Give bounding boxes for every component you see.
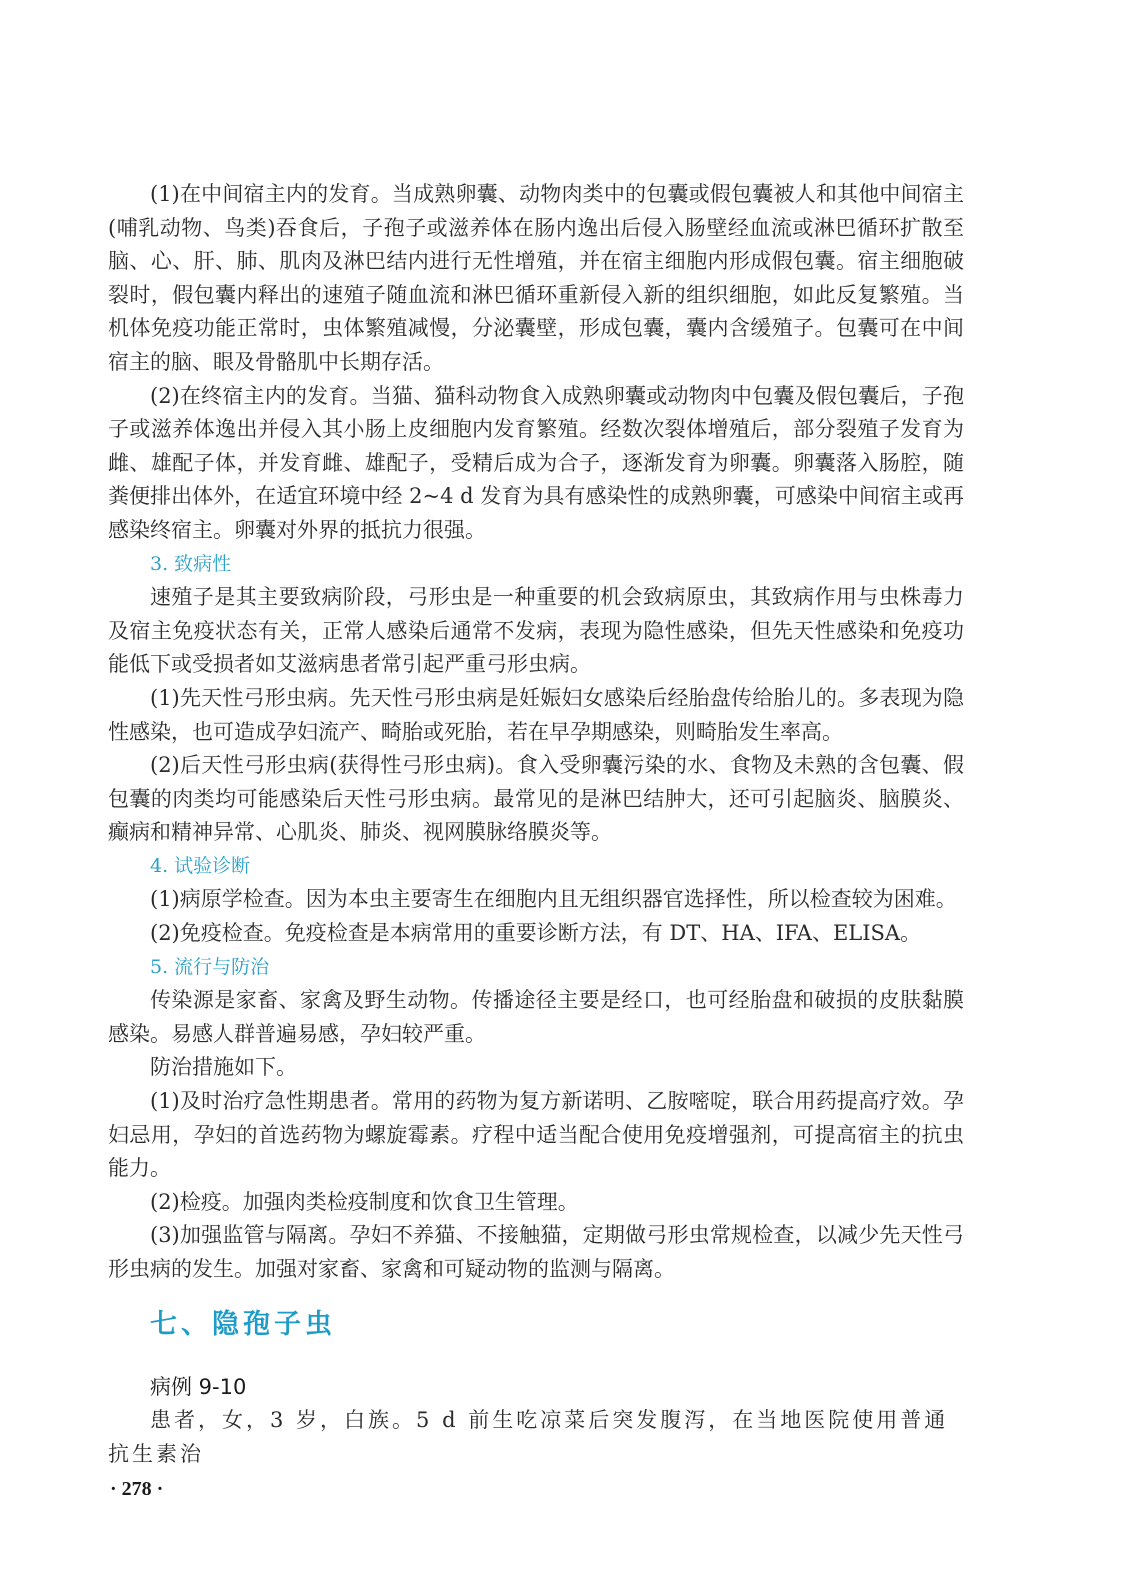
paragraph: 速殖子是其主要致病阶段，弓形虫是一种重要的机会致病原虫，其致病作用与虫株毒力及宿主免疫状态有关，正常人感染后通常不发病，表现为隐性感染，但先天性感染和免疫功能低下或受损者如艾滋病患者常引起严重弓形虫病。 [108, 585, 964, 677]
paragraph: (1)及时治疗急性期患者。常用的药物为复方新诺明、乙胺嘧啶，联合用药提高疗效。孕妇忌用，孕妇的首选药物为螺旋霉素。疗程中适当配合使用免疫增强剂，可提高宿主的抗虫能力。 [108, 1089, 964, 1181]
subheading-epidemiology: 5. 流行与防治 [150, 955, 270, 978]
page-number: · 278 · [110, 1478, 164, 1500]
paragraph: (1)先天性弓形虫病。先天性弓形虫病是妊娠妇女感染后经胎盘传给胎儿的。多表现为隐性感染，也可造成孕妇流产、畸胎或死胎，若在早孕期感染，则畸胎发生率高。 [108, 685, 964, 744]
paragraph: 传染源是家畜、家禽及野生动物。传播途径主要是经口，也可经胎盘和破损的皮肤黏膜感染。易感人群普遍易感，孕妇较严重。 [108, 988, 964, 1046]
paragraph: (3)加强监管与隔离。孕妇不养猫、不接触猫，定期做弓形虫常规检查，以减少先天性弓形虫病的发生。加强对家畜、家禽和可疑动物的监测与隔离。 [108, 1223, 964, 1281]
subheading-pathogenicity: 3. 致病性 [150, 552, 232, 575]
subheading-diagnosis: 4. 试验诊断 [150, 854, 251, 877]
paragraph: (1)在中间宿主内的发育。当成熟卵囊、动物肉类中的包囊或假包囊被人和其他中间宿主(哺乳动物、鸟类)吞食后，子孢子或滋养体在肠内逸出后侵入肠壁经血流或淋巴循环扩散至脑、心、肝、肺、肌肉及淋巴结内进行无性增殖，并在宿主细胞内形成假包囊。宿主细胞破裂时，假包囊内释出的速殖子随血流和淋巴循环重新侵入新的组织细胞，如此反复繁殖。当机体免疫功能正常时，虫体繁殖减慢，分泌囊壁，形成包囊，囊内含缓殖子。包囊可在中间宿主的脑、眼及骨骼肌中长期存活。 [108, 182, 964, 374]
paragraph: (2)后天性弓形虫病(获得性弓形虫病)。食入受卵囊污染的水、食物及未熟的含包囊、假包囊的肉类均可能感染后天性弓形虫病。最常见的是淋巴结肿大，还可引起脑炎、脑膜炎、癫病和精神异常、心肌炎、肺炎、视网膜脉络膜炎等。 [108, 753, 964, 845]
paragraph: (2)在终宿主内的发育。当猫、猫科动物食入成熟卵囊或动物肉中包囊及假包囊后，子孢子或滋养体逸出并侵入其小肠上皮细胞内发育繁殖。经数次裂体增殖后，部分裂殖子发育为雌、雄配子体，并发育雌、雄配子，受精后成为合子，逐渐发育为卵囊。卵囊落入肠腔，随粪便排出体外，在适宜环境中经 2~4 d 发育为具有感染性的成熟卵囊，可感染中间宿主或再感染终宿主。卵囊对外界的抵抗力很强。 [108, 383, 964, 542]
page-body [108, 178, 964, 1471]
case-text: 患者，女，3 岁，白族。5 d 前生吃凉菜后突发腹泻，在当地医院使用普通抗生素治 [108, 1408, 949, 1466]
paragraph: (2)检疫。加强肉类检疫制度和饮食卫生管理。 [150, 1189, 579, 1214]
section-title: 七、隐孢子虫 [150, 1308, 336, 1340]
case-label: 病例 9-10 [150, 1374, 247, 1399]
paragraph: 防治措施如下。 [150, 1055, 297, 1080]
paragraph: (1)病原学检查。因为本虫主要寄生在细胞内且无组织器官选择性，所以检查较为困难。 [150, 887, 957, 912]
paragraph: (2)免疫检查。免疫检查是本病常用的重要诊断方法，有 DT、HA、IFA、ELISA。 [150, 921, 922, 946]
